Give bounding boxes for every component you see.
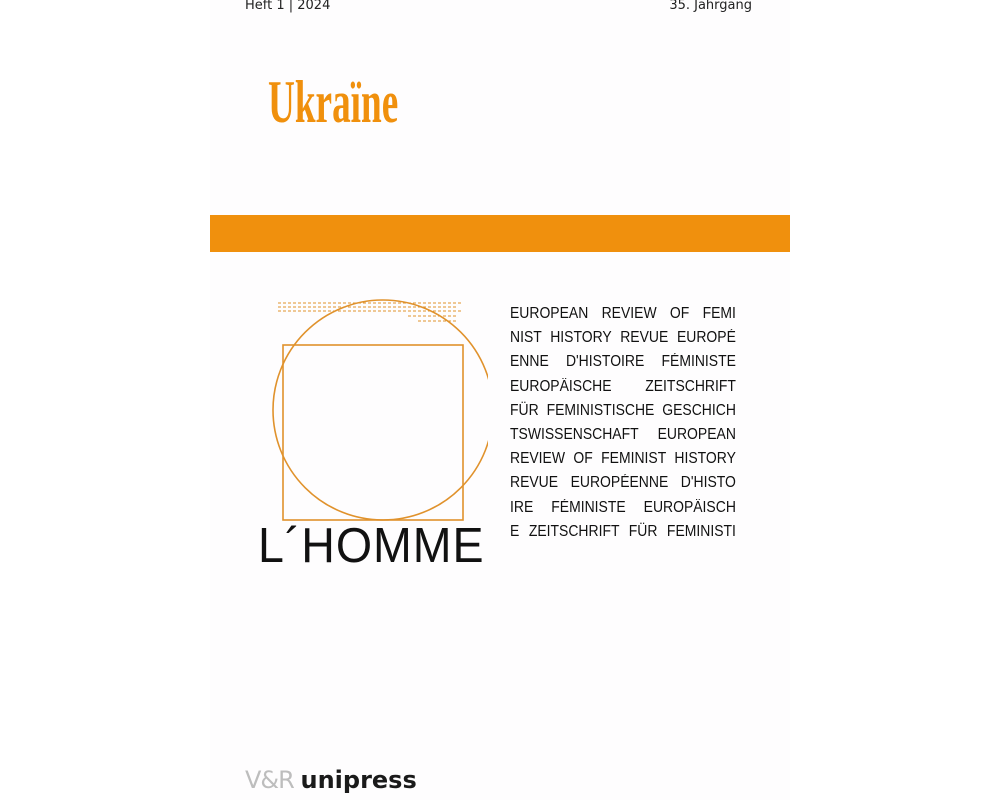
blurb-line: TSWISSENSCHAFT EUROPEAN [510,426,736,444]
blurb-line: REVUE EUROPÉENNE D'HISTO [510,474,736,492]
publisher-logo [245,768,417,793]
journal-name: L´HOMME [258,519,485,573]
blurb-line: IRE FÉMINISTE EUROPÄISCH [510,498,736,516]
volume-year: 35. Jahrgang [669,0,752,13]
vitruvian-logo-icon [258,295,488,525]
blurb-line: E ZEITSCHRIFT FÜR FEMINISTI [510,522,736,540]
accent-bar [210,215,790,252]
blurb-line: FÜR FEMINISTISCHE GESCHICH [510,401,736,419]
blurb-line: EUROPEAN REVIEW OF FEMI [510,305,736,322]
book-cover [210,0,790,800]
publisher-prefix: V&R [245,766,294,794]
blurb-line: NIST HISTORY REVUE EUROPÉ [510,329,736,347]
issue-number: Heft 1 | 2024 [245,0,331,13]
publisher-name: unipress [300,766,417,794]
issue-title: Ukraïne [268,69,399,135]
blurb-line: EUROPÄISCHE ZEITSCHRIFT [510,377,736,395]
blurb-line: ENNE D'HISTOIRE FÉMINISTE [510,353,736,371]
blurb-line: REVIEW OF FEMINIST HISTORY [510,450,736,468]
journal-description [510,302,736,544]
